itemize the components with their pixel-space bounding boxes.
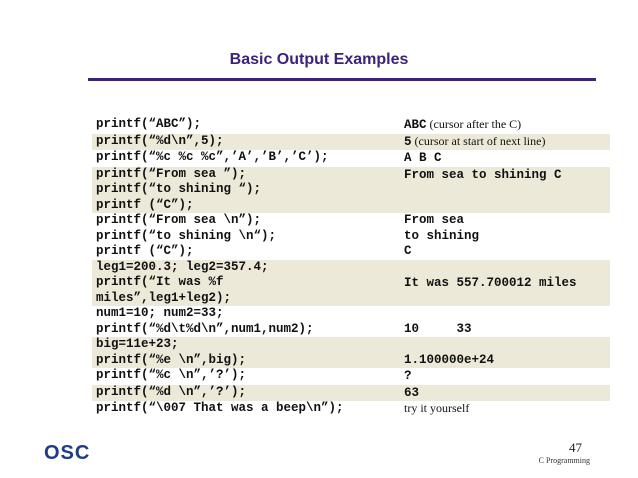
output-cell: [396, 401, 610, 417]
code-cell: [92, 260, 396, 307]
output-cell: [396, 337, 610, 368]
code-line: printf(“It was %f: [96, 275, 224, 289]
code-line: big=11e+23;: [96, 337, 179, 351]
code-line: printf(“%e \n”,big);: [96, 352, 247, 367]
page-number: 47: [569, 440, 582, 455]
slide-title: Basic Output Examples: [229, 51, 409, 68]
output-cell: [396, 260, 610, 307]
example-row: [92, 167, 610, 214]
output-value: ?: [404, 369, 412, 383]
example-row: [92, 134, 610, 151]
code-line: printf(“%c \n”,’?’);: [96, 368, 247, 382]
output-value: 1.100000e+24: [404, 352, 495, 367]
code-line: printf (“C”);: [96, 244, 194, 258]
code-line: printf(“%d \n”,’?’);: [96, 384, 247, 399]
output-value: 5: [404, 134, 412, 149]
output-cell: [396, 368, 610, 385]
output-value: ABC: [404, 118, 427, 132]
code-cell: [92, 337, 396, 368]
output-value: 10 33: [404, 321, 472, 336]
code-cell: [92, 117, 396, 134]
code-cell: [92, 401, 396, 417]
output-cell: [396, 134, 610, 151]
output-cell: [396, 150, 610, 167]
output-cell: [396, 385, 610, 402]
code-line: printf(“From sea ”);: [96, 166, 247, 181]
output-value: 63: [404, 385, 420, 400]
example-row: [92, 306, 610, 337]
output-note: (cursor at start of next line): [411, 133, 546, 148]
output-line: From sea: [404, 213, 465, 227]
example-row: [92, 260, 610, 307]
output-cell: [396, 306, 610, 337]
footer-label: C Programming: [538, 456, 590, 465]
code-cell: [92, 368, 396, 385]
code-line: printf(“ABC”);: [96, 117, 202, 131]
example-row: [92, 401, 610, 417]
code-cell: [92, 306, 396, 337]
example-row: [92, 385, 610, 402]
output-line: to shining: [404, 228, 480, 243]
code-cell: [92, 213, 396, 260]
example-row: [92, 368, 610, 385]
code-line: printf(“%d\t%d\n”,num1,num2);: [96, 321, 314, 336]
output-cell: [396, 213, 610, 260]
osc-logo: OSC: [44, 442, 91, 464]
code-line: printf(“to shining \n“);: [96, 228, 277, 243]
example-row: [92, 117, 610, 134]
example-row: [92, 213, 610, 260]
code-cell: [92, 167, 396, 214]
code-line: printf(“%d\n”,5);: [96, 133, 224, 148]
code-cell: [92, 134, 396, 151]
code-line: leg1=200.3; leg2=357.4;: [96, 259, 269, 274]
code-line: printf(“to shining “);: [96, 182, 262, 196]
output-value: A B C: [404, 151, 442, 165]
code-line: printf (“C”);: [96, 197, 194, 212]
output-value: It was 557.700012 miles: [404, 275, 577, 290]
code-line: num1=10; num2=33;: [96, 306, 224, 320]
output-note: try it yourself: [404, 401, 470, 415]
output-value: From sea to shining C: [404, 167, 562, 182]
code-cell: [92, 150, 396, 167]
example-row: [92, 150, 610, 167]
title-underline: [88, 78, 596, 81]
output-cell: [396, 167, 610, 214]
output-cell: [396, 117, 610, 134]
code-line: printf(“\007 That was a beep\n”);: [96, 401, 344, 415]
code-line: printf(“%c %c %c”,’A’,’B’,’C’);: [96, 150, 329, 164]
output-line: C: [404, 244, 412, 258]
examples-table: [92, 117, 610, 417]
output-note: (cursor after the C): [426, 117, 522, 131]
code-line: printf(“From sea \n”);: [96, 213, 262, 227]
example-row: [92, 337, 610, 368]
code-line: miles”,leg1+leg2);: [96, 290, 232, 305]
code-cell: [92, 385, 396, 402]
